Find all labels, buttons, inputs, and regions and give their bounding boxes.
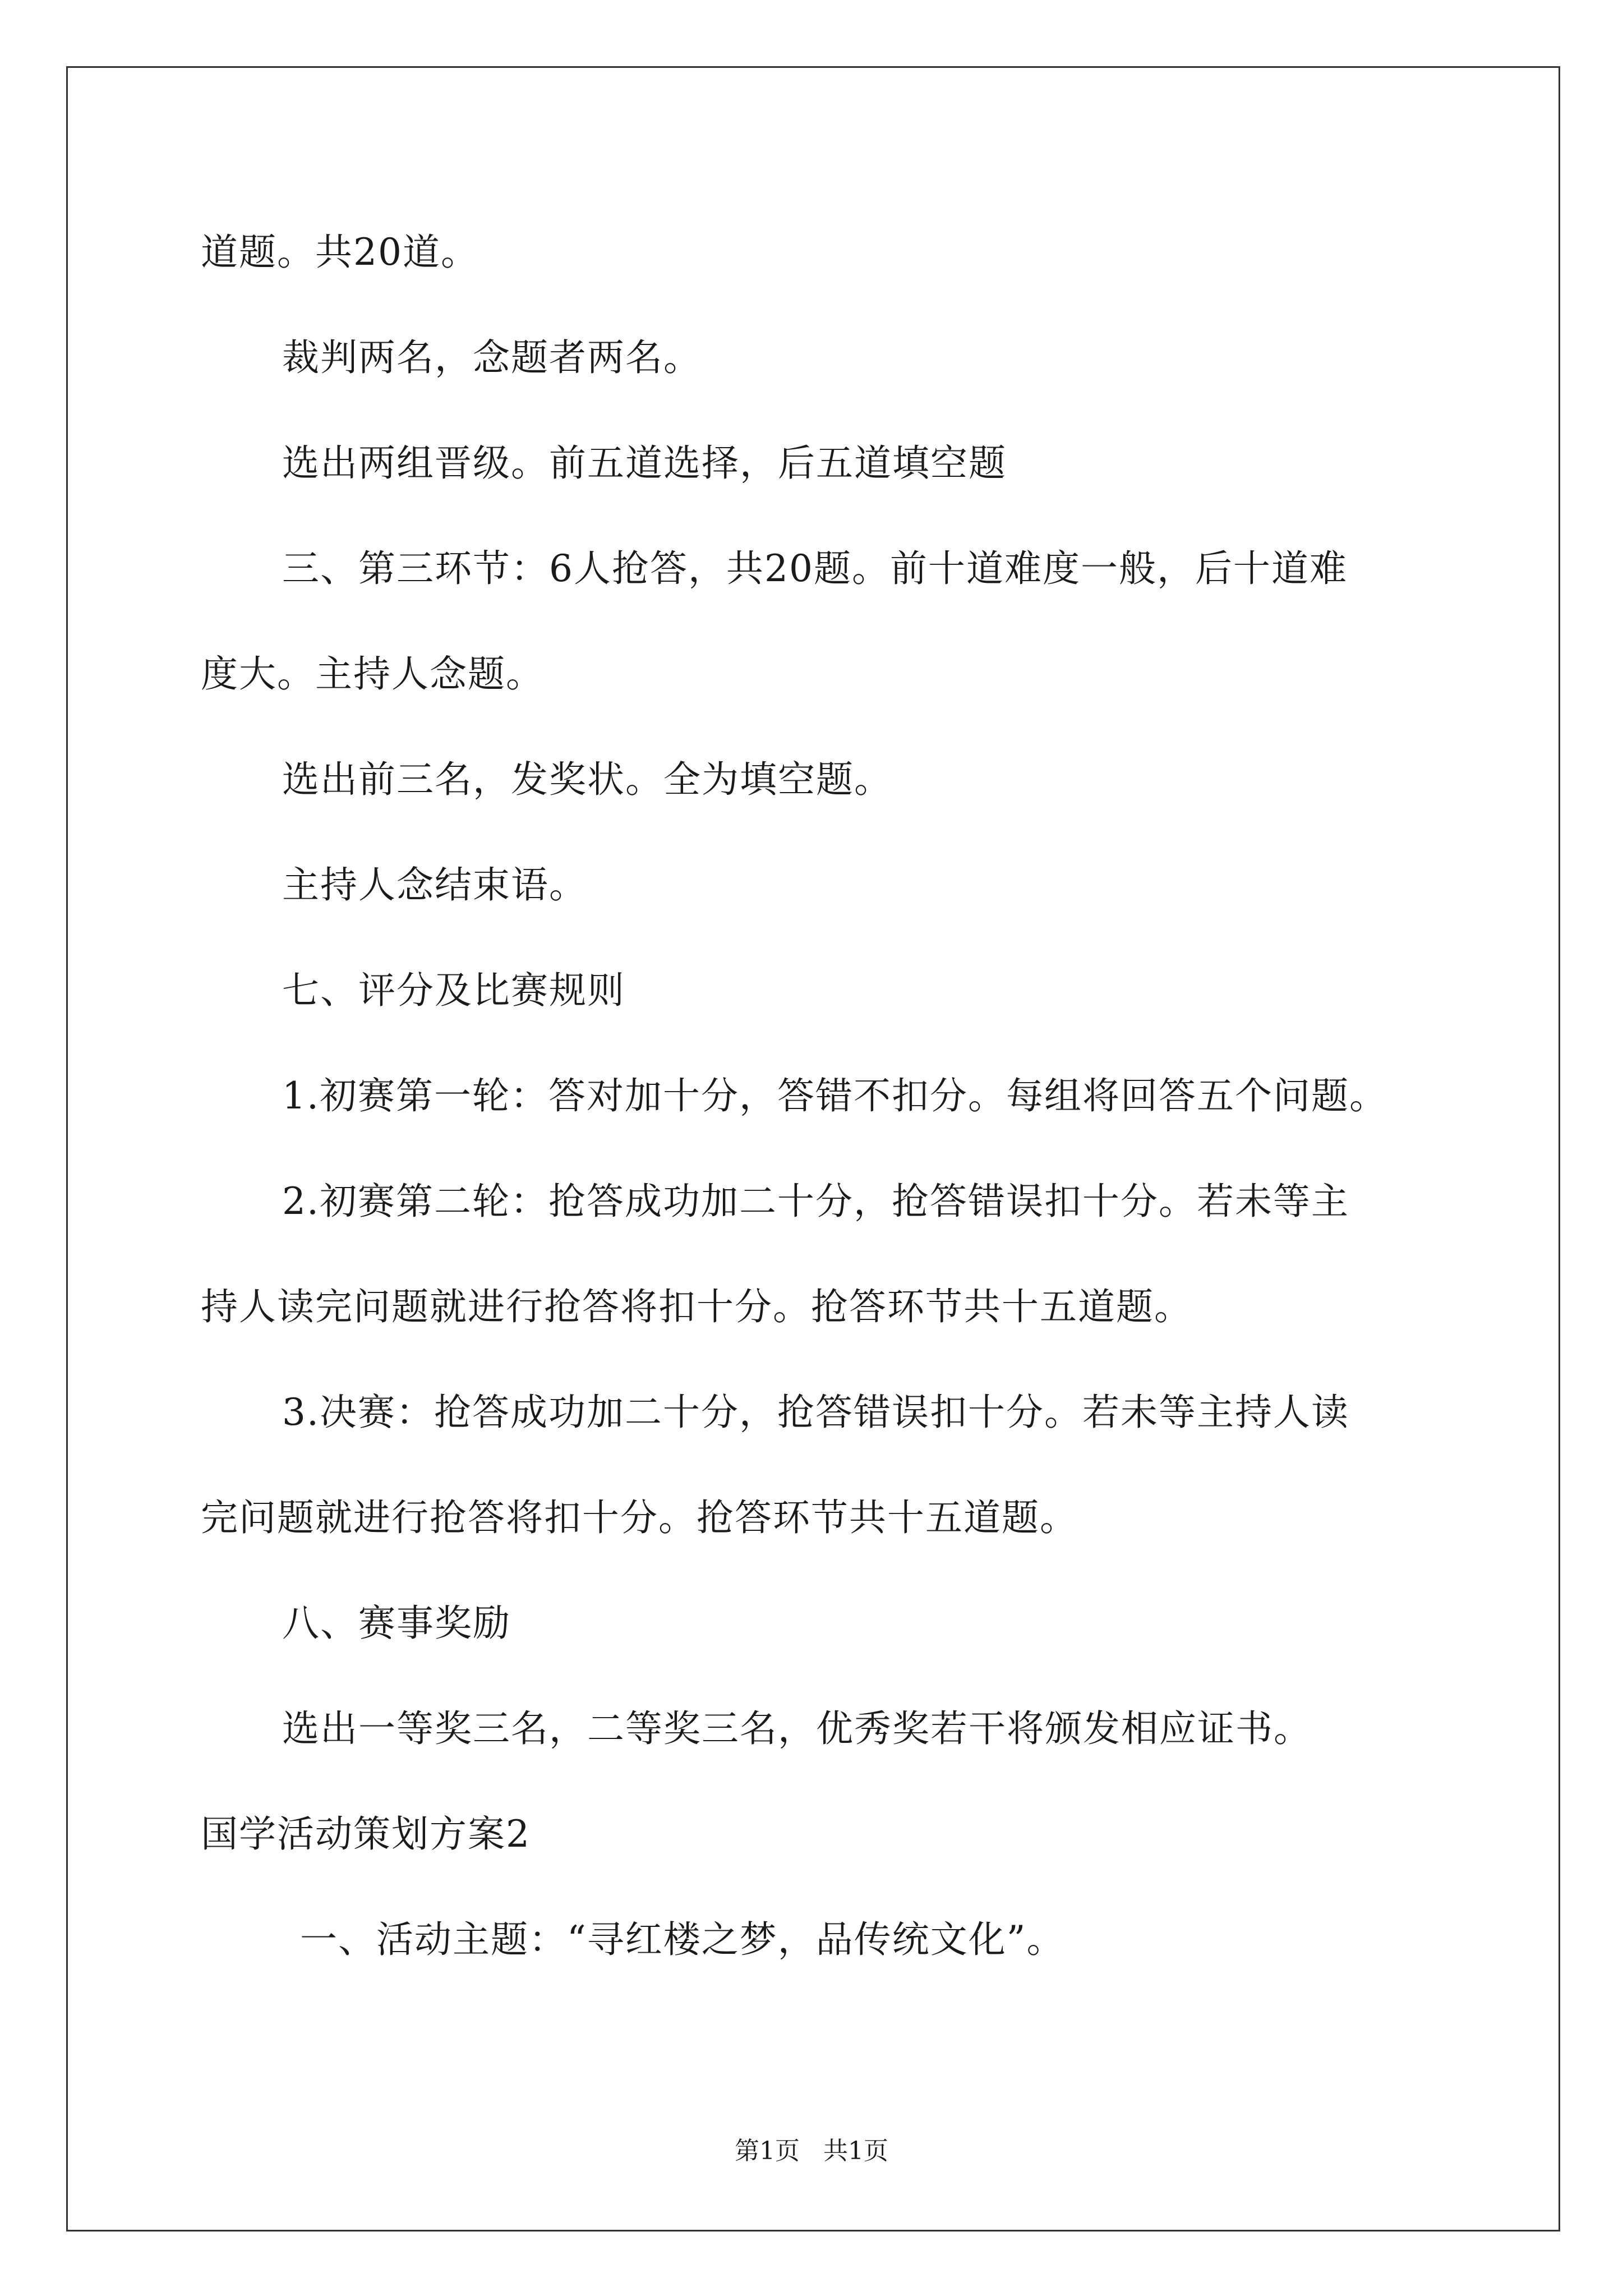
body-line: 1.初赛第一轮：答对加十分，答错不扣分。每组将回答五个问题。 [282, 1074, 1387, 1117]
body-line: 选出一等奖三名，二等奖三名，优秀奖若干将颁发相应证书。 [282, 1707, 1312, 1750]
document-title: 国学活动策划方案2 [201, 1812, 531, 1856]
body-line: 主持人念结束语。 [282, 863, 587, 907]
body-line: 裁判两名，念题者两名。 [282, 336, 702, 379]
body-line: 3.决赛：抢答成功加二十分，抢答错误扣十分。若未等主持人读 [282, 1391, 1349, 1434]
body-line: 度大。主持人念题。 [201, 652, 544, 696]
body-line: 完问题就进行抢答将扣十分。抢答环节共十五道题。 [201, 1496, 1078, 1539]
page-border [66, 66, 1560, 2231]
body-line: 道题。共20道。 [201, 231, 479, 274]
body-line: 选出前三名，发奖状。全为填空题。 [282, 758, 892, 801]
body-line: 一、活动主题：“寻红楼之梦，品传统文化”。 [300, 1918, 1065, 1961]
body-line: 三、第三环节：6人抢答，共20题。前十道难度一般，后十道难 [282, 547, 1348, 590]
body-line: 选出两组晋级。前五道选择，后五道填空题 [282, 441, 1007, 485]
body-line: 2.初赛第二轮：抢答成功加二十分，抢答错误扣十分。若未等主 [282, 1180, 1349, 1223]
body-line: 持人读完问题就进行抢答将扣十分。抢答环节共十五道题。 [201, 1285, 1192, 1328]
page-footer: 第1页 共1页 [735, 2137, 888, 2165]
section-heading: 七、评分及比赛规则 [282, 969, 625, 1012]
section-heading: 八、赛事奖励 [282, 1602, 511, 1645]
